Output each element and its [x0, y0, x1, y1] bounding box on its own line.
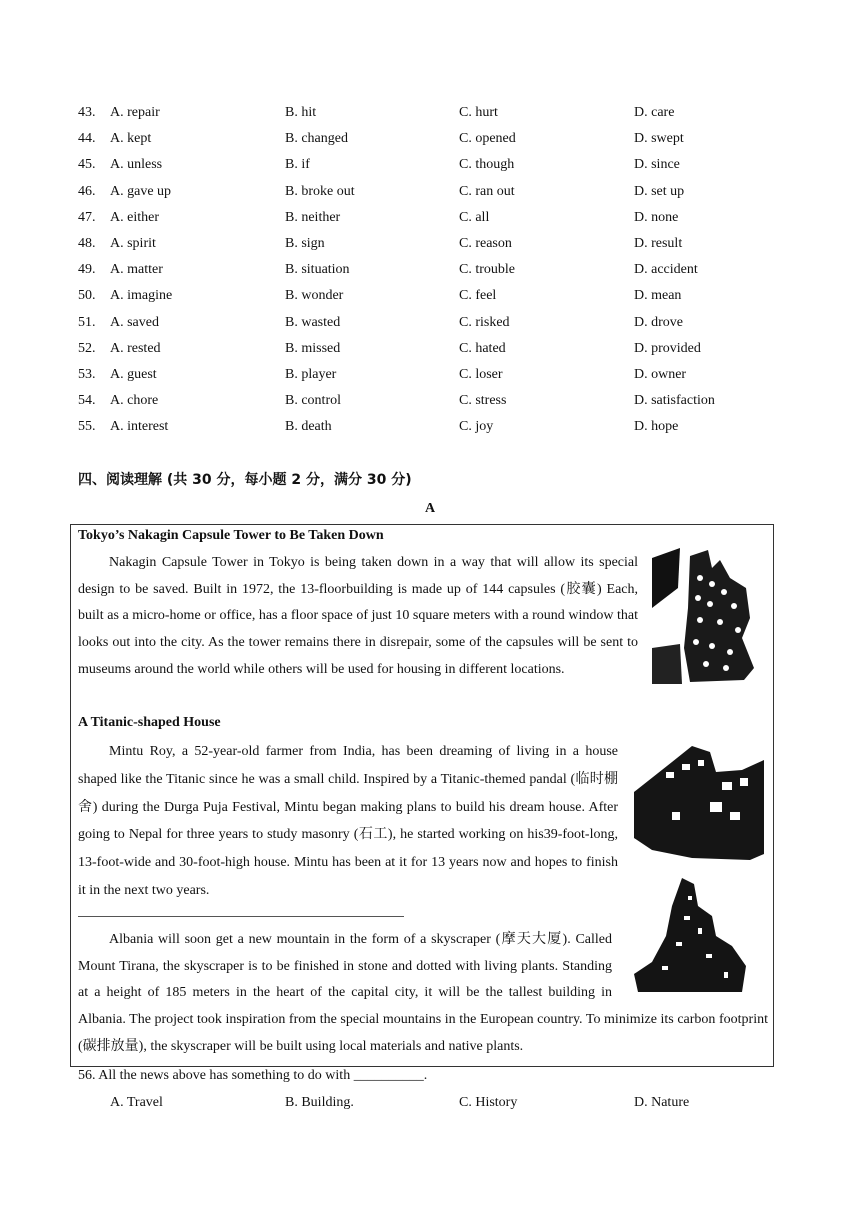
question-number: 49. [78, 262, 96, 278]
option-b[interactable]: B. death [285, 419, 332, 435]
option-b[interactable]: B. Building. [285, 1095, 354, 1110]
question-number: 54. [78, 393, 96, 409]
question-row [78, 208, 778, 228]
passage-paragraph-titanic: Mintu Roy, a 52-year-old farmer from India, has been dreaming of living in a house shaped like the Titanic since he was a small child. Inspired by a Titanic-themed pandal (临时棚舍) during the Durga Puja Festival, Mintu began making plans to build his dream house. After going to Nepal for three years to study masonry (石工), he started working on his39-foot-long, 13-foot-wide and 30-foot-high house. Mintu has been at it for 13 years now and hopes to finish it in the next two years. [78, 744, 618, 898]
option-a[interactable]: A. Travel [110, 1095, 163, 1110]
option-d[interactable]: D. none [634, 209, 679, 225]
question-row [78, 103, 778, 123]
option-d[interactable]: D. mean [634, 288, 682, 304]
option-c[interactable]: C. trouble [459, 262, 515, 278]
option-a[interactable]: A. guest [110, 367, 157, 382]
option-d[interactable]: D. hope [634, 419, 679, 435]
option-a[interactable]: A. spirit [110, 236, 156, 251]
option-d[interactable]: D. accident [634, 262, 698, 278]
option-c[interactable]: C. hurt [459, 105, 498, 120]
question-row [78, 155, 778, 175]
option-c[interactable]: C. all [459, 209, 490, 225]
option-c[interactable]: C. joy [459, 419, 494, 435]
option-d[interactable]: D. result [634, 236, 683, 251]
capsule-tower-photo [650, 548, 760, 688]
option-b[interactable]: B. wasted [285, 314, 341, 330]
question-row [78, 313, 778, 333]
option-b[interactable]: B. control [285, 393, 341, 409]
option-d[interactable]: D. provided [634, 340, 701, 356]
option-a[interactable]: A. matter [110, 262, 163, 278]
question-row [78, 391, 778, 411]
option-c[interactable]: C. though [459, 157, 515, 173]
option-b[interactable]: B. situation [285, 262, 350, 278]
option-a[interactable]: A. either [110, 209, 159, 225]
option-a[interactable]: A. interest [110, 419, 169, 435]
option-b[interactable]: B. missed [285, 340, 341, 356]
option-c[interactable]: C. loser [459, 367, 503, 382]
option-c[interactable]: C. risked [459, 314, 510, 330]
question-56-stem: 56. All the news above has something to do with __________. [78, 1068, 428, 1083]
option-b[interactable]: B. broke out [285, 183, 355, 199]
passage-paragraph-tokyo: Nakagin Capsule Tower in Tokyo is being taken down in a way that will allow its special design to be saved. Built in 1972, the 13-floorbuilding is made up of 144 capsules (胶囊) Each, built as a micro-home or office, has a floor space of just 10 square meters with a round window that looks out into the city. As the tower remains there in disrepair, some of the capsules will be sent to museums around the world while others will be used for housing in different locations. [78, 555, 638, 677]
passage-heading-tokyo: Tokyo’s Nakagin Capsule Tower to Be Taken Down [78, 528, 384, 543]
question-number: 48. [78, 236, 96, 251]
albania-text: Albania will soon get a new mountain in the form of a skyscraper (摩天大厦). Called Mount Tirana, the skyscraper is to be finished in stone and dotted with living plants. Standing at a height of 185 meters in the heart of the capital city, it will be the tallest building in Albania. The project took inspiration from the special mountains in the European country. To minimize its carbon footprint (碳排放量), the skyscraper will be built using local materials and native plants. [78, 932, 768, 1054]
option-d[interactable]: D. owner [634, 367, 687, 382]
question-row [78, 260, 778, 280]
option-a[interactable]: A. rested [110, 340, 161, 356]
question-number: 52. [78, 340, 96, 356]
option-d[interactable]: D. care [634, 105, 675, 120]
skyscraper-mountain-photo [632, 876, 750, 994]
passage-letter: A [424, 501, 436, 516]
option-b[interactable]: B. if [285, 157, 310, 173]
option-a[interactable]: A. repair [110, 105, 160, 120]
question-row [78, 234, 778, 254]
question-row [78, 339, 778, 359]
question-56-options [78, 1093, 778, 1113]
passage-heading-titanic: A Titanic-shaped House [78, 715, 221, 730]
question-number: 47. [78, 209, 96, 225]
section-title: 四、阅读理解 (共 30 分，每小题 2 分，满分 30 分) [78, 472, 412, 488]
question-number: 50. [78, 288, 96, 304]
question-number: 44. [78, 131, 96, 147]
question-row [78, 417, 778, 437]
option-b[interactable]: B. player [285, 367, 337, 382]
option-a[interactable]: A. kept [110, 131, 152, 147]
option-a[interactable]: A. chore [110, 393, 159, 409]
option-c[interactable]: C. opened [459, 131, 516, 147]
option-b[interactable]: B. changed [285, 131, 348, 147]
question-number: 53. [78, 367, 96, 382]
question-row [78, 365, 778, 385]
option-d[interactable]: D. set up [634, 183, 685, 199]
option-c[interactable]: C. ran out [459, 183, 515, 199]
option-d[interactable]: D. drove [634, 314, 683, 330]
missing-heading-line [78, 916, 404, 917]
option-a[interactable]: A. gave up [110, 183, 172, 199]
option-b[interactable]: B. hit [285, 105, 317, 120]
question-row [78, 129, 778, 149]
question-row [78, 286, 778, 306]
question-number: 55. [78, 419, 96, 435]
option-c[interactable]: C. reason [459, 236, 512, 251]
question-row [78, 182, 778, 202]
question-number: 51. [78, 314, 96, 330]
option-c[interactable]: C. History [459, 1095, 518, 1110]
option-c[interactable]: C. stress [459, 393, 507, 409]
option-c[interactable]: C. feel [459, 288, 497, 304]
option-b[interactable]: B. sign [285, 236, 325, 251]
titanic-house-photo [632, 742, 766, 862]
option-b[interactable]: B. neither [285, 209, 341, 225]
option-a[interactable]: A. unless [110, 157, 163, 173]
question-number: 45. [78, 157, 96, 173]
option-d[interactable]: D. satisfaction [634, 393, 715, 409]
question-number: 46. [78, 183, 96, 199]
option-b[interactable]: B. wonder [285, 288, 344, 304]
option-d[interactable]: D. since [634, 157, 680, 173]
option-c[interactable]: C. hated [459, 340, 506, 356]
option-d[interactable]: D. Nature [634, 1095, 690, 1110]
option-a[interactable]: A. imagine [110, 288, 173, 304]
option-a[interactable]: A. saved [110, 314, 159, 330]
option-d[interactable]: D. swept [634, 131, 684, 147]
question-number: 43. [78, 105, 96, 120]
